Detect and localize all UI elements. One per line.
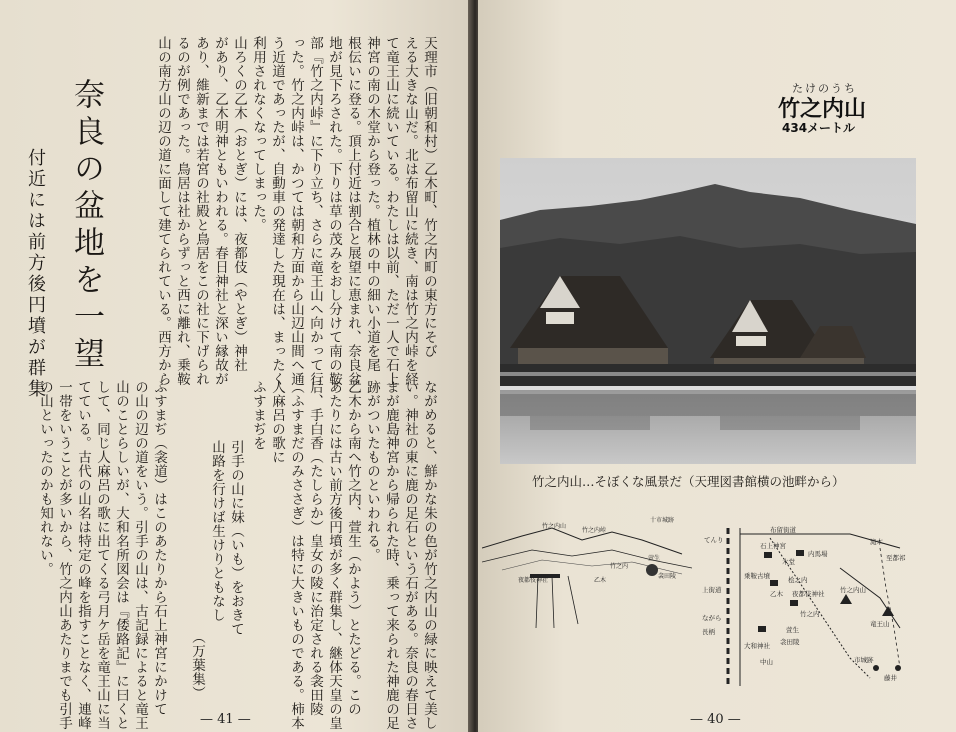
text-column: 利用されなくなってしまった。 — [250, 36, 266, 232]
text-column: える大きな山だ。北は布留山に続き、南は竹之内峠を経 — [402, 36, 418, 386]
text-column: 后、手白香（たしらか）皇女の陵に治定される衾田陵 — [307, 380, 323, 716]
landscape-photo — [500, 158, 916, 464]
text-column: 神宮の南の木堂から登った。植林の中の細い小道を尾 — [364, 36, 380, 372]
map-label: 萱生 — [786, 626, 799, 634]
sketch-label: 衾田陵 — [658, 573, 677, 580]
map-label: 夜都伎神社 — [792, 590, 825, 598]
text-column: てている。古代の山名は特定の峰を指すことなく、連峰 — [75, 380, 91, 730]
map-label: 乙木 — [770, 590, 783, 598]
map-label: 竹之内 — [800, 610, 820, 618]
poem-line: 山路を行けば生けりともなし — [209, 440, 225, 622]
mountain-sketch — [482, 510, 692, 630]
text-column: 乙木から南へ竹之内、萱生（かよう）とたどる。この — [345, 380, 361, 716]
text-column: い。神社の東に鹿の足石という石がある。奈良の春日さ — [402, 380, 418, 730]
text-column: 根伝いに登る。頂上付近は割合と展望に恵まれ、奈良盆 — [345, 36, 361, 386]
mountain-name: 竹之内山 — [778, 97, 867, 122]
page-number: — 40 — — [690, 712, 741, 727]
photo-caption: 竹之内山…そぼくな風景だ（天理図書館横の池畔から） — [532, 474, 845, 489]
sketch-label: 竹之内 — [610, 563, 629, 570]
text-column: 山ろくの乙木（おとぎ）には、夜都伎（やとぎ）神社 — [231, 36, 247, 372]
section-subtitle: 付近には前方後円墳が群集 — [25, 148, 46, 400]
map-label: 長柄 — [702, 628, 715, 636]
map-label: 衾田陵 — [780, 638, 800, 646]
map-label: 竹之内山 — [840, 586, 866, 594]
map-label: 中山 — [760, 658, 773, 666]
sketch-label: 十市城跡 — [650, 517, 675, 524]
map-label: 上街道 — [702, 586, 722, 594]
map-label: 大和神社 — [744, 642, 770, 650]
map-label: 藤井 — [884, 674, 897, 682]
text-column: て竜王山に続いている。わたしは以前、ただ一人で石上 — [383, 36, 399, 386]
poem-line: 引手の山に妹（いも）をおきて — [228, 440, 244, 636]
map-label: ながら — [702, 614, 722, 622]
sketch-label: 夜都伎神社 — [518, 577, 549, 584]
page-number: — 41 — — [200, 712, 251, 727]
poem-line: （万葉集） — [189, 630, 205, 700]
sketch-label: 萱生 — [648, 555, 661, 562]
map-label: 乗鞍古墳 — [744, 572, 770, 580]
map-label: 滝本 — [870, 538, 883, 546]
text-column: った。竹之内峠は、かつては朝和方面から山辺山間へ通 — [288, 36, 304, 386]
text-column: 地が見下ろされた。下りは草の茂みをおし分けて南の鞍 — [326, 36, 342, 386]
map-label: 布留街道 — [770, 526, 796, 534]
text-column: の山といったのかも知れない。 — [37, 380, 53, 576]
sketch-label: 竹之内峠 — [582, 527, 607, 534]
map-label: てんり — [704, 536, 724, 544]
text-column: 山のことらしいが、大和名所図会は『倭路記』に曰くと — [113, 380, 129, 730]
route-map — [700, 508, 912, 690]
left-page — [0, 0, 472, 732]
text-column: 部『竹之内峠』に下り立ち、さらに竜王山へ向かって行 — [307, 36, 323, 386]
text-column: 跡がついたものといわれる。 — [364, 380, 380, 562]
text-column: ながめると、鮮かな朱の色が竹之内山の緑に映えて美し — [421, 380, 437, 730]
text-column: があり、乙木明神ともいわれる。春日神社と深い縁故が — [212, 36, 228, 386]
section-title: 奈良の盆地を一望 — [68, 78, 104, 374]
text-column: ふすまぢ（衾道）はこのあたりから石上神宮にかけて — [151, 380, 167, 716]
text-column: あり、維新までは若宮の社殿と鳥居をこの社に下げられ — [193, 36, 209, 386]
text-column: まが鹿島神宮から帰られた時、乗って来られた神鹿の足 — [383, 380, 399, 730]
map-label: 石上神宮 — [760, 542, 786, 550]
map-label: 竜王山 — [870, 620, 890, 628]
sketch-label: 乙木 — [594, 577, 607, 584]
sketch-label: 竹之内山 — [542, 523, 567, 530]
text-column: 一帯をいうことが多いから、竹之内山あたりまでも引手 — [56, 380, 72, 730]
text-column: 山の南方山の辺の道に面して建てられている。西方から — [155, 36, 171, 386]
text-column: 天理市（旧朝和村）乙木町、竹之内町の東方にそび — [421, 36, 437, 358]
mountain-ruby: たけのうち — [792, 82, 857, 95]
map-label: 市城跡 — [854, 656, 874, 664]
map-label: 桧之内 — [788, 576, 808, 584]
elevation-label: 434メートル — [782, 121, 856, 135]
text-column: あたりには古い前方後円墳が多く群集し、継体天皇の皇 — [326, 380, 342, 730]
text-column: して、同じ人麻呂の歌に出てくる弓月ケ岳を竜王山に当 — [94, 380, 110, 730]
poem-line: 人麻呂の歌に — [269, 380, 285, 464]
text-column: う近道であったが、自動車の発達した現在は、まったく — [269, 36, 285, 386]
map-label: 至都祁 — [886, 554, 906, 562]
text-column: の山の辺の道をいう。引手の山は、古記録によると竜王 — [132, 380, 148, 730]
poem-line: ふすまぢを — [250, 380, 266, 450]
map-label: 内馬場 — [808, 550, 828, 558]
map-label: 木堂 — [782, 558, 795, 566]
text-column: るのが例であった。鳥居は社からずっと西に離れ、乗鞍 — [174, 36, 190, 386]
text-column: （ふすまだのみささぎ）は特に大きいものである。柿本 — [288, 380, 304, 730]
